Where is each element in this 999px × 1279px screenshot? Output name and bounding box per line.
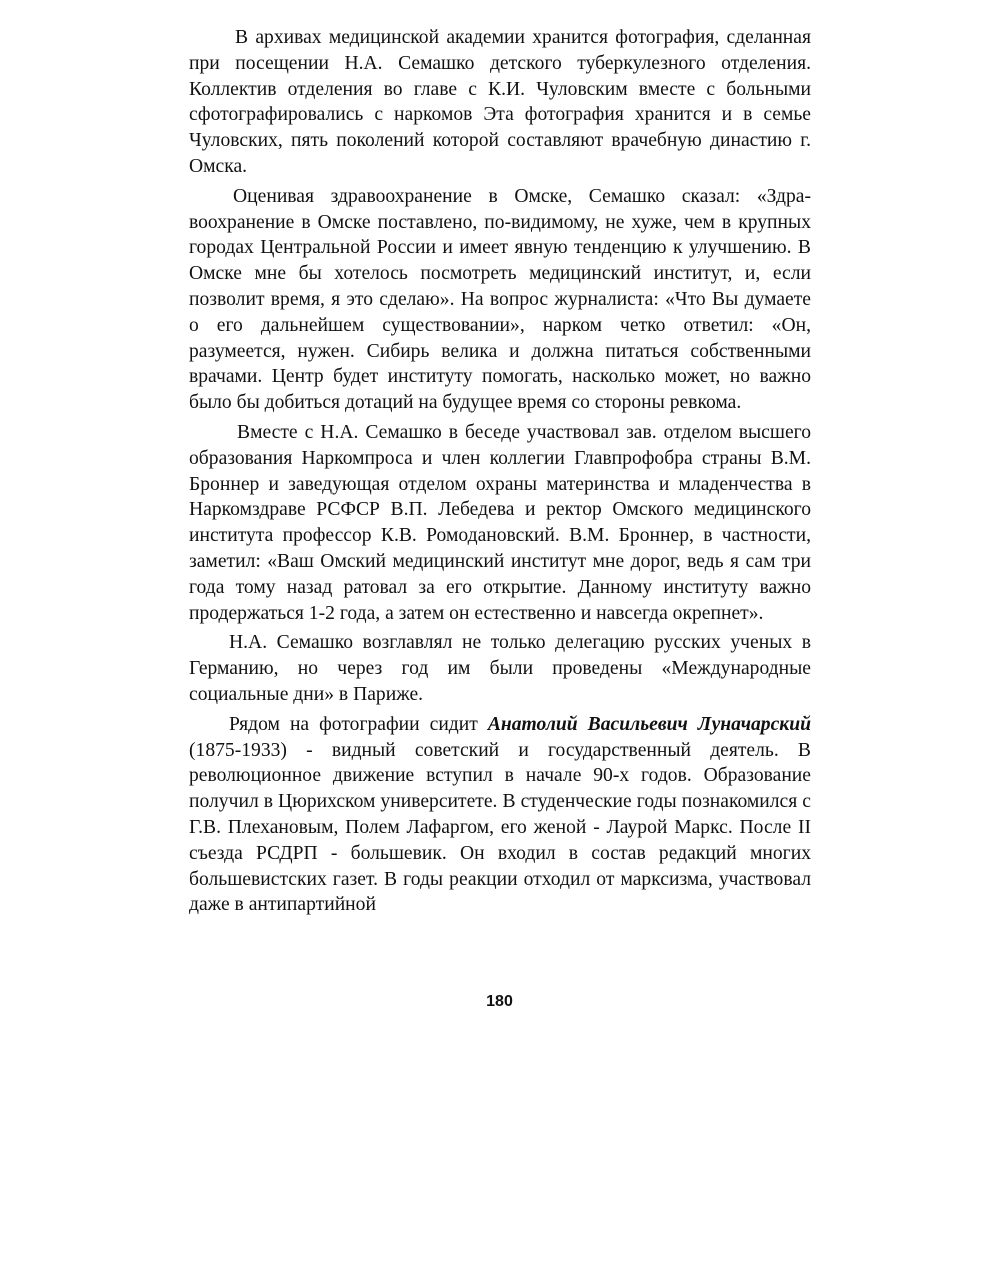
lunacharsky-name: Анатолий Васильевич Луначарский	[487, 713, 811, 735]
paragraph-bronner-remarks: Вместе с Н.А. Семашко в беседе участвовал зав. отделом высшего образования Наркомпроса и член коллегии Главпрофобра страны В.М. Броннер и заведующая отделом охраны материнства и младенчества в Наркомздраве РСФСР В.П. Лебедева и ректор Омского медицинского института профессор К.В. Ромодановский. В.М. Броннер, в частности, заметил: «Ваш Омский медицинский институт мне дорог, ведь я сам три года тому назад ратовал за его открытие. Данному институту важно продержаться 1-2 года, а затем он естественно и навсегда окрепнет».	[189, 421, 811, 624]
paragraph-lunacharsky-intro: Рядом на фотографии сидит	[229, 713, 488, 735]
paragraph-semashko-delegation: Н.А. Семашко возглавлял не только делегацию русских ученых в Германию, но через год им были проведены «Международные социальные дни» в Париже.	[189, 632, 811, 705]
page-text-block	[189, 25, 811, 922]
page-number: 180	[486, 993, 513, 1010]
paragraph-archives-photo: В архивах медицинской академии хранится фотография, сделанная при посещении Н.А. Семашко детского туберкулезного отделения. Коллектив отделения во главе с К.И. Чуловским вместе с больными сфотографировались с наркомов Эта фотография хранится и в семье Чуловских, пять поколений которой составляют врачебную династию г. Омска.	[189, 27, 811, 177]
paragraph-omsk-healthcare: Оценивая здравоохранение в Омске, Семашко сказал: «Здравоохранение в Омске поставлено, по-видимому, не хуже, чем в крупных городах Центральной России и имеет явную тенденцию к улучшению. В Омске мне бы хотелось посмотреть медицинский институт, и, если позволит время, я это сделаю». На вопрос журналиста: «Что Вы думаете о его дальнейшем существовании», нарком четко ответил: «Он, разумеется, нужен. Сибирь велика и должна питаться собственными врачами. Центр будет институту помогать, насколько может, но важно было бы добиться дотаций на будущее время со стороны ревкома.	[189, 185, 811, 414]
paragraph-lunacharsky-body: (1875-1933) - видный советский и государственный деятель. В революционное движение вступил в начале 90-х годов. Образование получил в Цюрихском университете. В студенческие годы познакомился с Г.В. Плехановым, Полем Лафаргом, его женой - Лаурой Маркс. После II съезда РСДРП - большевик. Он входил в состав редакций многих большевистских газет. В годы реакции отходил от марксизма, участвовал даже в антипартийной	[189, 739, 811, 916]
paragraph-lunacharsky-bio	[189, 712, 811, 918]
